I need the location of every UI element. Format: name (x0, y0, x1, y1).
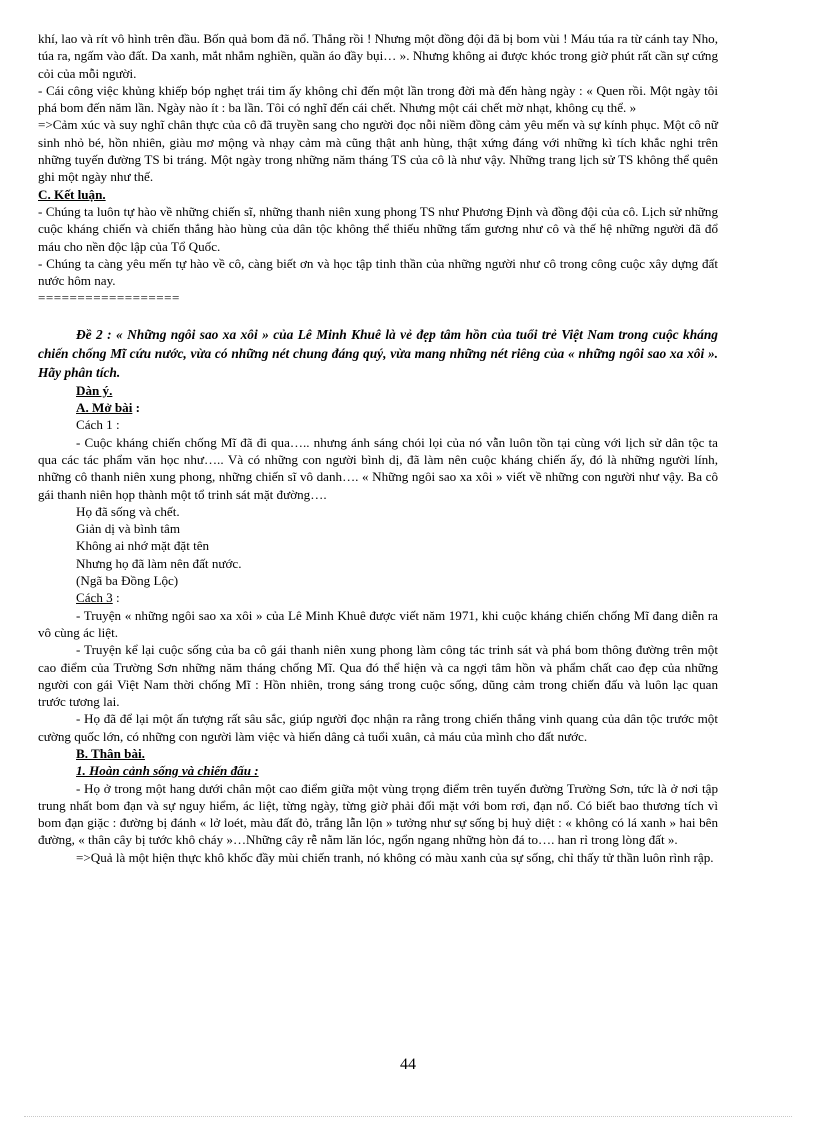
poem-block (38, 503, 718, 589)
exam-question-title: Đề 2 : « Những ngôi sao xa xôi » của Lê Minh Khuê là vẻ đẹp tâm hồn của tuổi trẻ Việt Nam trong cuộc kháng chiến chống Mĩ cứu nước, vừa có những nét chung đáng quý, vừa mang những nét riêng của « những ngôi sao xa xôi ». Hãy phân tích. (38, 326, 718, 380)
page-number: 44 (400, 1056, 416, 1073)
paragraph: - Họ ở trong một hang dưới chân một cao điểm giữa một vùng trọng điểm trên tuyến đường Trường Sơn, tức là ở nơi tập trung nhất bom đạn và sự nguy hiểm, ác liệt, từng ngày, từng giờ phải đối mặt với bom rơi, đạn nổ. Có biết bao thương tích vì bom đạn giặc : đường bị đánh « lở loét, màu đất đỏ, trắng lẫn lộn » tưởng như sự sống bị huỷ diệt : « không có lá xanh » hai bên đường, « thân cây bị tước khô cháy »…Những cây rễ nằm lăn lóc, ngổn ngang những hòn đá to…. han rỉ trong lòng đất ». (38, 780, 718, 848)
method-3-label (38, 589, 718, 606)
poem-line: Nhưng họ đã làm nên đất nước. (76, 555, 242, 571)
section-1-heading (38, 762, 718, 779)
outline-label-text: Dàn ý. (76, 382, 113, 398)
poem-source: (Ngã ba Đồng Lộc) (76, 573, 179, 589)
spacer (38, 307, 718, 325)
intro-heading-colon: : (132, 400, 140, 416)
poem-line: Họ đã sống và chết. (76, 503, 180, 519)
paragraph: - Họ đã để lại một ấn tượng rất sâu sắc, giúp người đọc nhận ra rằng trong chiến thắng vinh quang của dân tộc trước một cường quốc lớn, có những con người làm việc và hiến dâng cả tuổi xuân, cả máu của mình cho đất nước. (38, 711, 718, 744)
paragraph: - Truyện kể lại cuộc sống của ba cô gái thanh niên xung phong làm công tác trinh sát và phá bom thông đường trên một cao điểm của Trường Sơn những năm tháng chống Mĩ. Qua đó thể hiện và ca ngợi tâm hồn và phẩm chất cao đẹp của những người con gái Việt Nam thời chống Mĩ : Hồn nhiên, trong sáng trong cuộc sống, dũng cảm trong chiến đấu và luôn lạc quan trước tương lai. (38, 642, 718, 710)
conclusion-heading: C. Kết luận. (38, 186, 106, 202)
method-3-label-text: Cách 3 (76, 590, 113, 606)
outline-label (38, 382, 718, 399)
paragraph: - Cuộc kháng chiến chống Mĩ đã đi qua….. nhưng ánh sáng chói lọi của nó vẫn luôn tồn tại cùng với lịch sử dân tộc ta qua các tác phẩm văn học như….. Và có những con người bình dị, đã làm nên cuộc kháng chiến ấy, đó là những người lính, những cô thanh niên xung phong, những chiến sĩ vô danh…. « Những ngôi sao xa xôi » viết về những con người như vậy. Ba cô gái thanh niên họp thành một tổ trinh sát mặt đường…. (38, 434, 718, 502)
paragraph: - Cái công việc khủng khiếp bóp nghẹt trái tim ấy không chỉ đến một lần trong đời mà đến hàng ngày : « Quen rồi. Một ngày tôi phá bom đến năm lần. Ngày nào ít : ba lần. Tôi có nghĩ đến cái chết. Nhưng một cái chết mờ nhạt, không cụ thể. » (38, 82, 718, 116)
intro-heading (38, 399, 718, 416)
paragraph: =>Quả là một hiện thực khô khốc đầy mùi chiến tranh, nó không có màu xanh của sự sống, chỉ thấy tử thần luôn rình rập. (76, 849, 714, 865)
paragraph: =>Cảm xúc và suy nghĩ chân thực của cô đã truyền sang cho người đọc nỗi niềm đồng cảm yêu mến và sự kính phục. Một cô nữ sinh nhỏ bé, hồn nhiên, giàu mơ mộng và nhạy cảm mà cũng thật anh hùng, thật xứng đáng với những kì tích khắc nghi trên những tuyến đường TS bi tráng. Một ngày trong những năm tháng TS của cô là như vậy. Những trang lịch sử TS không thể quên ghi một ngày như thế. (38, 117, 718, 185)
intro-heading-text: A. Mở bài (76, 400, 133, 416)
document-page (38, 30, 718, 866)
poem-line: Giản dị và bình tâm (76, 521, 181, 537)
method-3-label-colon: : (112, 590, 120, 606)
paragraph: - Chúng ta luôn tự hào về những chiến sĩ, những thanh niên xung phong TS như Phương Định và đồng đội của cô. Lịch sử những cuộc kháng chiến và chiến thắng hào hùng của dân tộc không thể thiếu những tấm gương như cô và thế hệ những người đã đổ máu cho nền độc lập của Tổ Quốc. (38, 203, 718, 254)
paragraph: - Truyện « những ngôi sao xa xôi » của Lê Minh Khuê được viết năm 1971, khi cuộc kháng chiến chống Mĩ đang diễn ra vô cùng ác liệt. (38, 607, 718, 640)
method-1-label: Cách 1 : (76, 417, 120, 433)
section-1-heading-text: 1. Hoàn cảnh sống và chiến đấu : (76, 763, 259, 779)
body-heading (38, 745, 718, 762)
separator-line: ================== (38, 290, 180, 306)
paragraph: khí, lao và rít vô hình trên đầu. Bốn quả bom đã nổ. Thắng rồi ! Nhưng một đồng đội đã bị bom vùi ! Máu túa ra từ cánh tay Nho, túa ra, ngấm vào đất. Da xanh, mắt nhắm nghiền, quần áo đầy bụi… ». Nhưng không ai được khóc trong giờ phút rất cần sự cứng cỏi của mỗi người. (38, 31, 718, 81)
poem-line: Không ai nhớ mặt đặt tên (76, 538, 210, 554)
paragraph: - Chúng ta càng yêu mến tự hào về cô, càng biết ơn và học tập tinh thần của những người như cô trong công cuộc xây dựng đất nước hôm nay. (38, 255, 718, 289)
page-bottom-divider (24, 1116, 792, 1117)
body-heading-text: B. Thân bài. (76, 745, 145, 761)
